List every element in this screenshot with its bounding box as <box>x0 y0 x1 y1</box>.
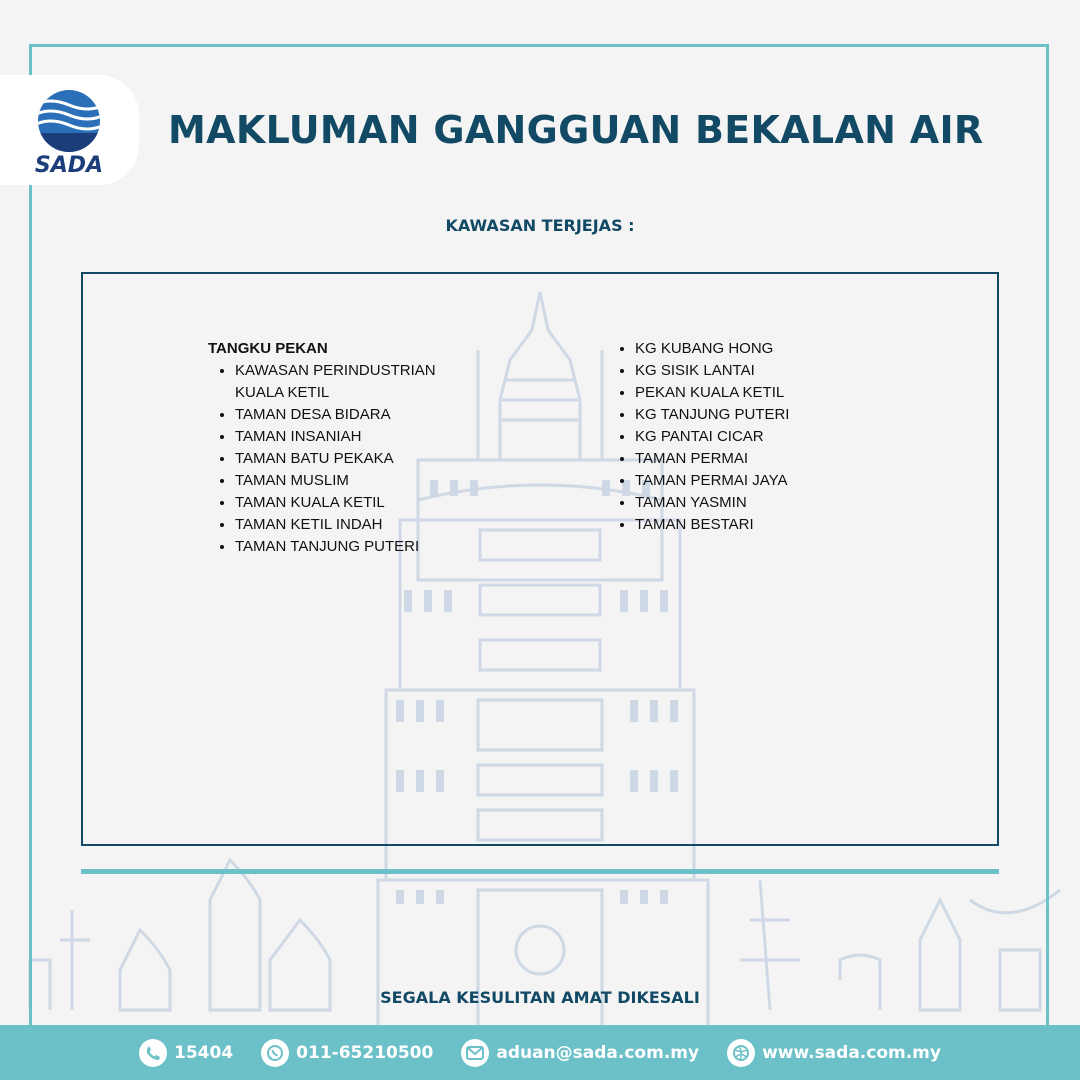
list-item: • TAMAN KUALA KETIL <box>235 492 478 514</box>
list-item: • KG TANJUNG PUTERI <box>635 404 868 426</box>
contact-bar <box>0 1025 1080 1080</box>
list-item: • TAMAN KETIL INDAH <box>235 514 478 536</box>
list-item: • TAMAN PERMAI JAYA <box>635 470 868 492</box>
list-item: • TAMAN BESTARI <box>635 514 868 536</box>
sada-logo <box>30 87 108 177</box>
globe-icon <box>727 1039 755 1067</box>
phone-contact[interactable] <box>139 1039 233 1067</box>
list-item: • KG KUBANG HONG <box>635 338 868 360</box>
whatsapp-number: 011-65210500 <box>296 1042 434 1063</box>
list-item: • TAMAN DESA BIDARA <box>235 404 478 426</box>
areas-left-column <box>208 338 478 558</box>
list-item: • TAMAN YASMIN <box>635 492 868 514</box>
list-item: • TAMAN PERMAI <box>635 448 868 470</box>
whatsapp-icon <box>261 1039 289 1067</box>
group-title: TANGKU PEKAN <box>208 340 328 357</box>
areas-left-list <box>208 360 478 558</box>
list-item: • TAMAN TANJUNG PUTERI <box>235 536 478 558</box>
list-item: • TAMAN BATU PEKAKA <box>235 448 478 470</box>
affected-areas-heading: KAWASAN TERJEJAS : <box>445 216 635 235</box>
email-address: aduan@sada.com.my <box>496 1042 700 1063</box>
phone-number: 15404 <box>174 1042 234 1063</box>
whatsapp-contact[interactable] <box>261 1039 433 1067</box>
mail-icon <box>461 1039 489 1067</box>
apology-note: SEGALA KESULITAN AMAT DIKESALI <box>380 988 700 1007</box>
website-contact[interactable] <box>727 1039 941 1067</box>
divider <box>81 869 999 874</box>
list-item: • PEKAN KUALA KETIL <box>635 382 868 404</box>
phone-icon <box>139 1039 167 1067</box>
list-item: • KG PANTAI CICAR <box>635 426 868 448</box>
logo-text: SADA <box>34 153 104 177</box>
areas-right-column <box>608 338 868 536</box>
list-item: • TAMAN MUSLIM <box>235 470 478 492</box>
list-item: • TAMAN INSANIAH <box>235 426 478 448</box>
list-item: • KG SISIK LANTAI <box>635 360 868 382</box>
logo-card <box>0 75 139 185</box>
email-contact[interactable] <box>461 1039 699 1067</box>
website-url: www.sada.com.my <box>762 1042 941 1063</box>
list-item: • KAWASAN PERINDUSTRIAN KUALA KETIL <box>235 360 478 404</box>
page-title: MAKLUMAN GANGGUAN BEKALAN AIR <box>168 108 984 152</box>
areas-right-list <box>608 338 868 536</box>
